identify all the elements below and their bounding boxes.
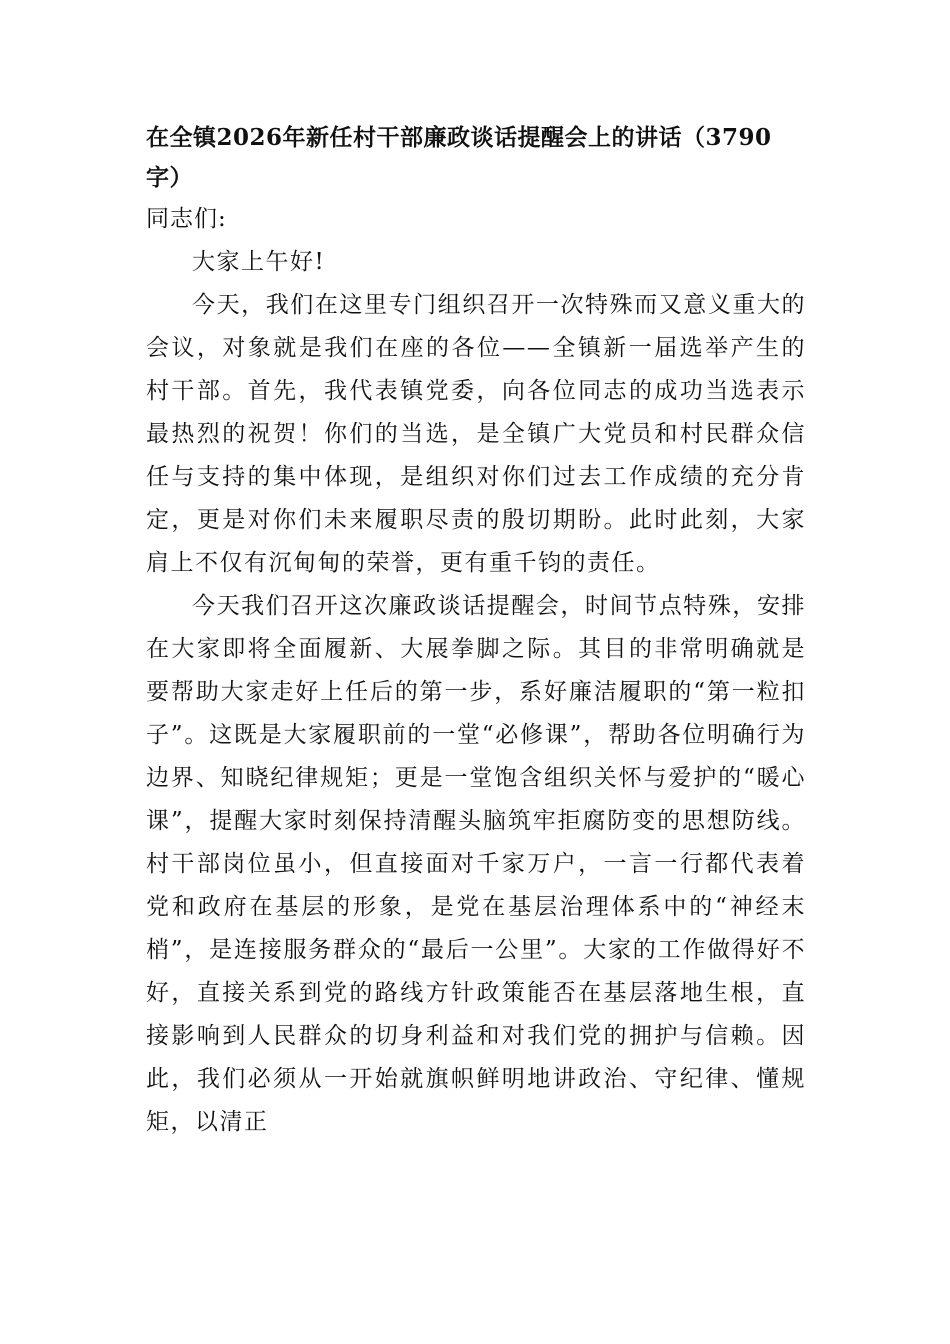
salutation: 同志们: — [146, 206, 227, 232]
paragraph-meeting-purpose: 今天我们召开这次廉政谈话提醒会，时间节点特殊，安排在大家即将全面履新、大展拳脚之际。其目的非常明确就是要帮助大家走好上任后的第一步，系好廉洁履职的“第一粒扣子”。这既是大家履职前的一堂“必修课”，帮助各位明确行为边界、知晓纪律规矩；更是一堂饱含组织关怀与爱护的“暖心课”，提醒大家时刻保持清醒头脑筑牢拒腐防变的思想防线。村干部岗位虽小，但直接面对千家万户，一言一行都代表着党和政府在基层的形象，是党在基层治理体系中的“神经末梢”，是连接服务群众的“最后一公里”。大家的工作做得好不好，直接关系到党的路线方针政策能否在基层落地生根，直接影响到人民群众的切身利益和对我们党的拥护与信赖。因此，我们必须从一开始就旗帜鲜明地讲政治、守纪律、懂规矩，以清正 — [146, 593, 806, 1135]
paragraph-congratulations: 今天，我们在这里专门组织召开一次特殊而又意义重大的会议，对象就是我们在座的各位——全镇新一届选举产生的村干部。首先，我代表镇党委，向各位同志的成功当选表示最热烈的祝贺！你们的当选，是全镇广大党员和村民群众信任与支持的集中体现，是组织对你们过去工作成绩的充分肯定，更是对你们未来履职尽责的殷切期盼。此时此刻，大家肩上不仅有沉甸甸的荣誉，更有重千钧的责任。 — [146, 292, 806, 576]
paragraph-greeting: 大家上午好! — [192, 249, 326, 275]
document-page — [146, 118, 806, 1144]
document-title: 在全镇2026年新任村干部廉政谈话提醒会上的讲话（3790字） — [146, 124, 772, 191]
